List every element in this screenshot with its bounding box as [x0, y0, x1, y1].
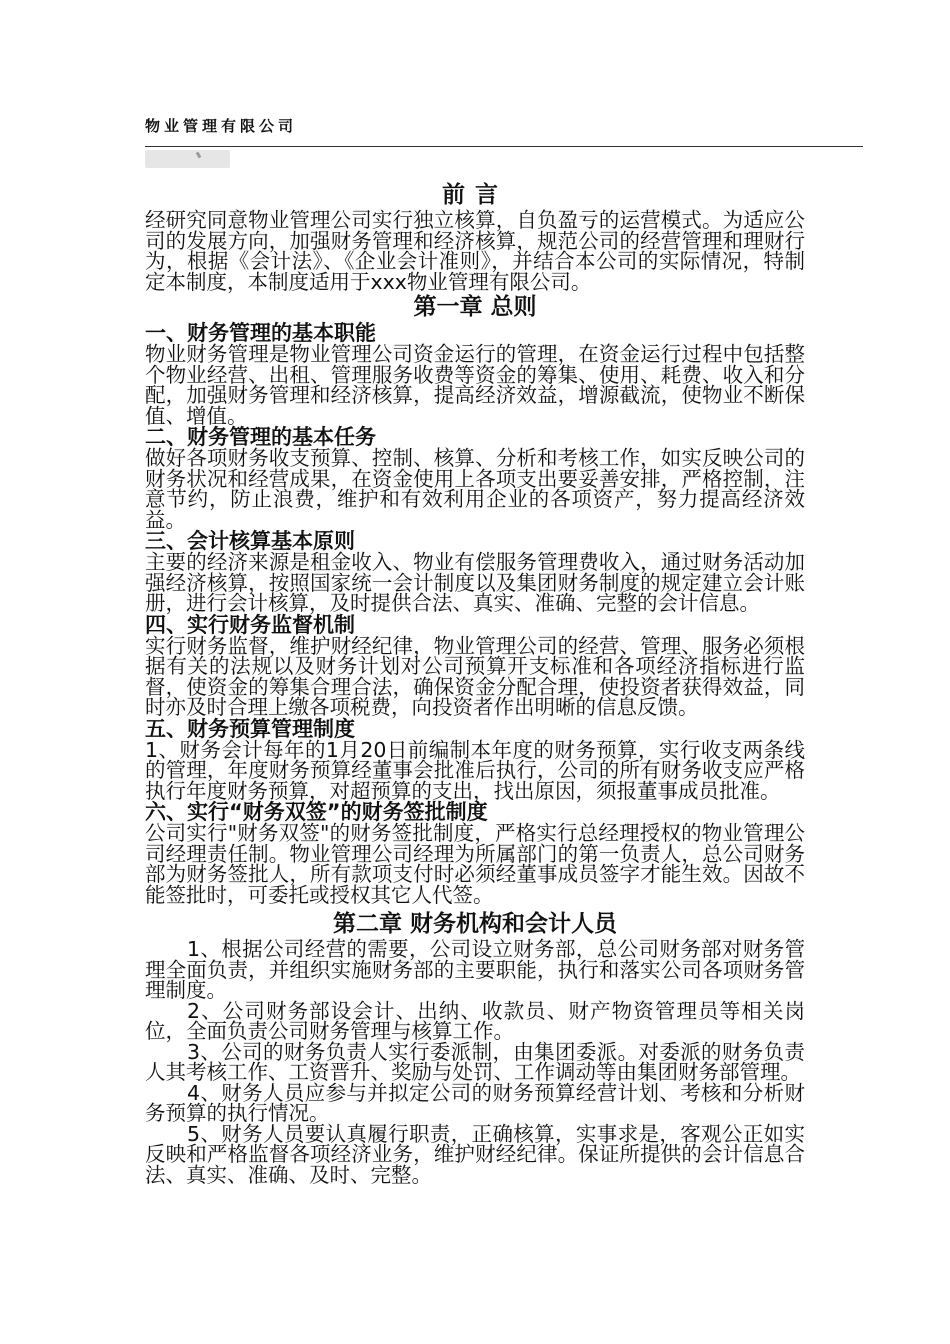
section-paragraph: 实行财务监督，维护财经纪律，物业管理公司的经营、管理、服务必须根据有关的法规以及财务计划对公司预算开支标准和各项经济指标进行监督，使资金的筹集合理合法，确保资金分配合理，使投资者获得效益，同时亦及时合理上缴各项税费，向投资者作出明晰的信息反馈。 — [145, 633, 805, 719]
chapter-2-item: 3、公司的财务负责人实行委派制，由集团委派。对委派的财务负责人其考核工作、工资晋升、奖励与处罚、工作调动等由集团财务部管理。 — [145, 1039, 805, 1084]
section-heading: 六、实行“财务双签”的财务签批制度 — [145, 800, 488, 824]
section-heading: 三、会计核算基本原则 — [145, 529, 355, 553]
chapter-1-title: 第一章 总则 — [413, 294, 537, 320]
preface-paragraph: 经研究同意物业管理公司实行独立核算，自负盈亏的运营模式。为适应公司的发展方向，加强财务管理和经济核算，规范公司的经营管理和理财行为，根据《会计法》、《企业会计准则》，并结合本公司的实际情况，特制定本制度，本制度适用于xxx物业管理有限公司。 — [145, 208, 805, 294]
chapter-2-item: 4、财务人员应参与并拟定公司的财务预算经营计划、考核和分析财务预算的执行情况。 — [145, 1080, 805, 1125]
header-tab-decoration — [145, 150, 230, 168]
section-heading: 五、财务预算管理制度 — [145, 716, 355, 741]
section-paragraph: 公司实行"财务双签"的财务签批制度，严格实行总经理授权的物业管理公司经理责任制。物业管理公司经理为所属部门的第一负责人，总公司财务部为财务签批人，所有款项支付时必须经董事成员签字才能生效。因故不能签批时，可委托或授权其它人代签。 — [145, 821, 805, 907]
section-paragraph: 1、财务会计每年的1月20日前编制本年度的财务预算，实行收支两条线的管理，年度财务预算经董事会批准后执行，公司的所有财务收支应严格执行年度财务预算，对超预算的支出，找出原因，须报董事成员批准。 — [145, 737, 805, 803]
chapter-2-item: 5、财务人员要认真履行职责，正确核算，实事求是，客观公正如实反映和严格监督各项经济业务，维护财经纪律。保证所提供的会计信息合法、真实、准确、及时、完整。 — [145, 1121, 805, 1187]
chapter-2-item: 2、公司财务部设会计、出纳、收款员、财产物资管理员等相关岗位，全面负责公司财务管理与核算工作。 — [145, 998, 805, 1043]
section-paragraph: 做好各项财务收支预算、控制、核算、分析和考核工作，如实反映公司的财务状况和经营成果，在资金使用上各项支出要妥善安排，严格控制，注意节约，防止浪费，维护和有效利用企业的各项资产，努力提高经济效益。 — [145, 446, 805, 532]
section-paragraph: 主要的经济来源是租金收入、物业有偿服务管理费收入，通过财务活动加强经济核算，按照国家统一会计制度以及集团财务制度的规定建立会计账册，进行会计核算，及时提供合法、真实、准确、完整的会计信息。 — [145, 550, 805, 615]
section-heading: 二、财务管理的基本任务 — [145, 425, 376, 449]
header-divider — [145, 146, 863, 147]
chapter-2-item: 1、根据公司经营的需要，公司设立财务部，总公司财务部对财务管理全面负责，并组织实施财务部的主要职能，执行和落实公司各项财务管理制度。 — [145, 937, 805, 1002]
tick-mark-icon — [196, 152, 202, 159]
document-body — [145, 180, 805, 1185]
preface-title: 前言 — [442, 182, 508, 208]
section-heading: 四、实行财务监督机制 — [145, 612, 355, 637]
chapter-2-title: 第二章 财务机构和会计人员 — [332, 911, 617, 937]
section-heading: 一、财务管理的基本职能 — [145, 321, 376, 345]
section-paragraph: 物业财务管理是物业管理公司资金运行的管理，在资金运行过程中包括整个物业经营、出租、管理服务收费等资金的筹集、使用、耗费、收入和分配，加强财务管理和经济核算，提高经济效益，增源截流，使物业不断保值、增值。 — [145, 342, 805, 428]
company-name: 物业管理有限公司 — [145, 117, 298, 135]
